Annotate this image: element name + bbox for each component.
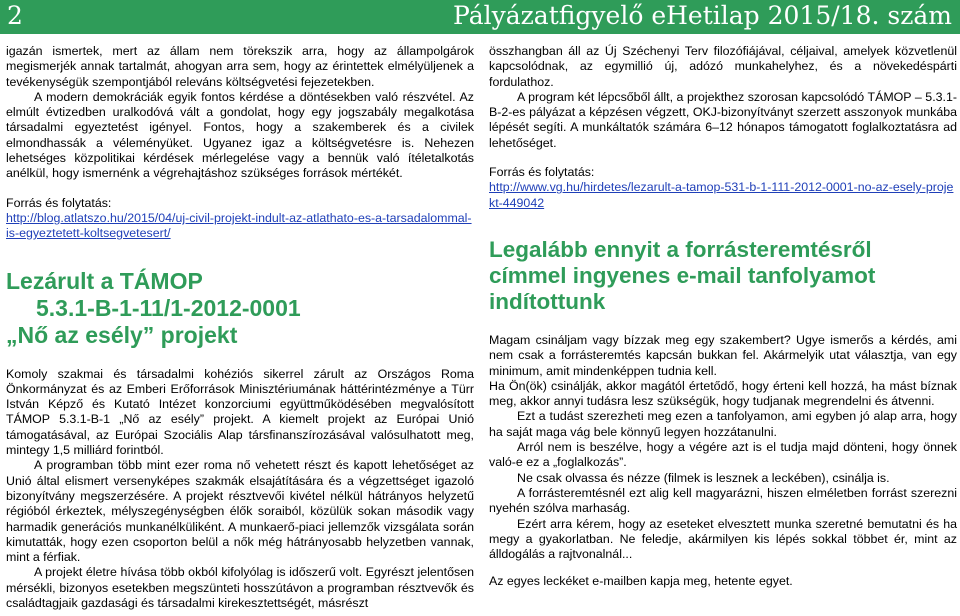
page-header	[0, 0, 960, 34]
article-title-line: címmel ingyenes e-mail tanfolyamot	[489, 262, 876, 288]
article-title	[6, 268, 474, 349]
paragraph: Arról nem is beszélve, hogy a végére azt is el tudja majd dönteni, hogy önnek való-e ez a „foglalkozás”.	[489, 440, 957, 470]
paragraph: Magam csináljam vagy bízzak meg egy szakembert? Ugye ismerős a kérdés, ami nem csak a forrásteremtés kapcsán bukkan fel. Akármelyik utat választja, van egy minimum, amit mindenképpen tudnia kell.	[489, 332, 957, 378]
paragraph: Az egyes leckéket e-mailben kapja meg, hetente egyet.	[489, 574, 793, 589]
article-title-line: Lezárult a TÁMOP	[6, 267, 203, 294]
paragraph: igazán ismertek, mert az állam nem törekszik arra, hogy az állampolgárok megismerjék annak tartalmát, ahogyan arra sem, hogy az érintettek elmélyüljenek a tevékenységük szempontjából releváns költségvetési fejezetekben.	[6, 44, 474, 89]
right-column	[489, 44, 957, 590]
paragraph: A programban több mint ezer roma nő vehetett részt és kapott lehetőséget az Unió által elismert versenyképes szakmák elsajátítására és a végzettséget igazoló bizonyítvány megszerzésére. A projekt résztvevői kivétel nélkül hátrányos helyzetű régióból érkeztek, mélyszegénységben élők soraiból, közülük sokan második vagy harmadik generációs munkanélküliként. A munkaerő-piaci jellemzők vizsgálata során kimutatták, hogy ezen csoporton belül a nők még hátrányosabb helyzetben vannak, mint a férfiak.	[6, 458, 474, 565]
paragraph: Ne csak olvassa és nézze (filmek is lesznek a leckében), csinálja is.	[517, 470, 890, 485]
left-column	[6, 44, 474, 611]
paragraph: összhangban áll az Új Széchenyi Terv filozófiájával, céljaival, amelyek közvetlenül kapcsolódnak, az egymillió új, adózó munkahelyhez, és a növekedéspárti fordulathoz.	[489, 44, 957, 89]
article-title-line: indítottunk	[489, 288, 606, 314]
source-label: Forrás és folytatás:	[489, 165, 595, 180]
article-title	[489, 237, 957, 315]
paragraph: Ezért arra kérem, hogy az eseteket elvesztett munka szeretné bemutatni és ha megy a gyakorlatban. Ne feledje, akármilyen kis lépés sokkal többet ér, mint az álldogálás a rajtvonalnál...	[489, 516, 957, 562]
paragraph: Ezt a tudást szerezheti meg ezen a tanfolyamon, ami egyben jó alap arra, hogy ha saját maga vág bele könnyű legyen hozzátanulni.	[489, 409, 957, 439]
paragraph: Komoly szakmai és társadalmi kohéziós sikerrel zárult az Országos Roma Önkormányzat és az Emberi Erőforrások Minisztériumának háttérintézménye a Türr István Képző és Kutató Intézet konzorciumi együttműködésében megvalósított TÁMOP 5.3.1-B-1 „Nő az esély” projekt. A kiemelt projekt az Európai Unió támogatásával, az Európai Szociális Alap társfinanszírozásával valósulhatott meg, mintegy 1,5 milliárd forintból.	[6, 366, 474, 458]
article-title-line: Legalább ennyit a forrásteremtésről	[489, 236, 872, 262]
paragraph: Ha Ön(ök) csinálják, akkor magától értetődő, hogy érteni kell hozzá, ha mást bíznak meg, akkor annyi tudásra lesz szükségük, hogy tudjanak megrendelni és átvenni.	[489, 378, 957, 409]
article-title-line: „Nő az esély” projekt	[6, 321, 238, 348]
paragraph: A forrásteremtésnél ezt alig kell magyarázni, hiszen elméletben forrást szerezni nyehén szólva marhaság.	[489, 485, 957, 516]
paragraph: A program két lépcsőből állt, a projekthez szorosan kapcsolódó TÁMOP – 5.3.1-B-2-es pályázat a képzésen végzett, OKJ-bizonyítványt szerzett asszonyok munkába lépését segíti. A munkáltatók számára 6–12 hónapos támogatott foglalkoztatásra ad lehetőséget.	[489, 89, 957, 150]
article-title-line: 5.3.1-B-1-11/1-2012-0001	[36, 294, 301, 321]
source-label: Forrás és folytatás:	[6, 195, 112, 210]
paragraph: A projekt életre hívása több okból kifolyólag is időszerű volt. Egyrészt jelentősen mérsékli, bizonyos esetekben megszünteti hosszútávon a programban résztvevők és családtagjaik gazdasági és társadalmi kirekesztettségét, másrészt	[6, 565, 474, 611]
publication-title: Pályázatfigyelő eHetilap 2015/18. szám	[453, 1, 952, 30]
paragraph: A modern demokráciák egyik fontos kérdése a döntésekben való részvétel. Az elmúlt évtizedben uralkodóvá vált a gondolat, hogy egy jogszabály megalkotása társadalmi egyeztetést igényel. Fontos, hogy a szakemberek és a civilek elmondhassák a véleményüket. Ugyanez igaz a költségvetésre is. Nehezen lehetséges közpolitikai kérdések mérlegelése vagy a bennük való ítéletalkotás anélkül, hogy ismernénk a végrehajtáshoz szükséges források mértékét.	[6, 89, 474, 181]
page-number: 2	[7, 1, 23, 30]
source-link[interactable]: http://blog.atlatszo.hu/2015/04/uj-civil-projekt-indult-az-atlathato-es-a-tarsadalommal-is-egyeztetett-koltsegvetesert/	[6, 210, 472, 241]
source-link[interactable]: http://www.vg.hu/hirdetes/lezarult-a-tamop-531-b-1-111-2012-0001-no-az-esely-projekt-449042	[489, 180, 954, 210]
